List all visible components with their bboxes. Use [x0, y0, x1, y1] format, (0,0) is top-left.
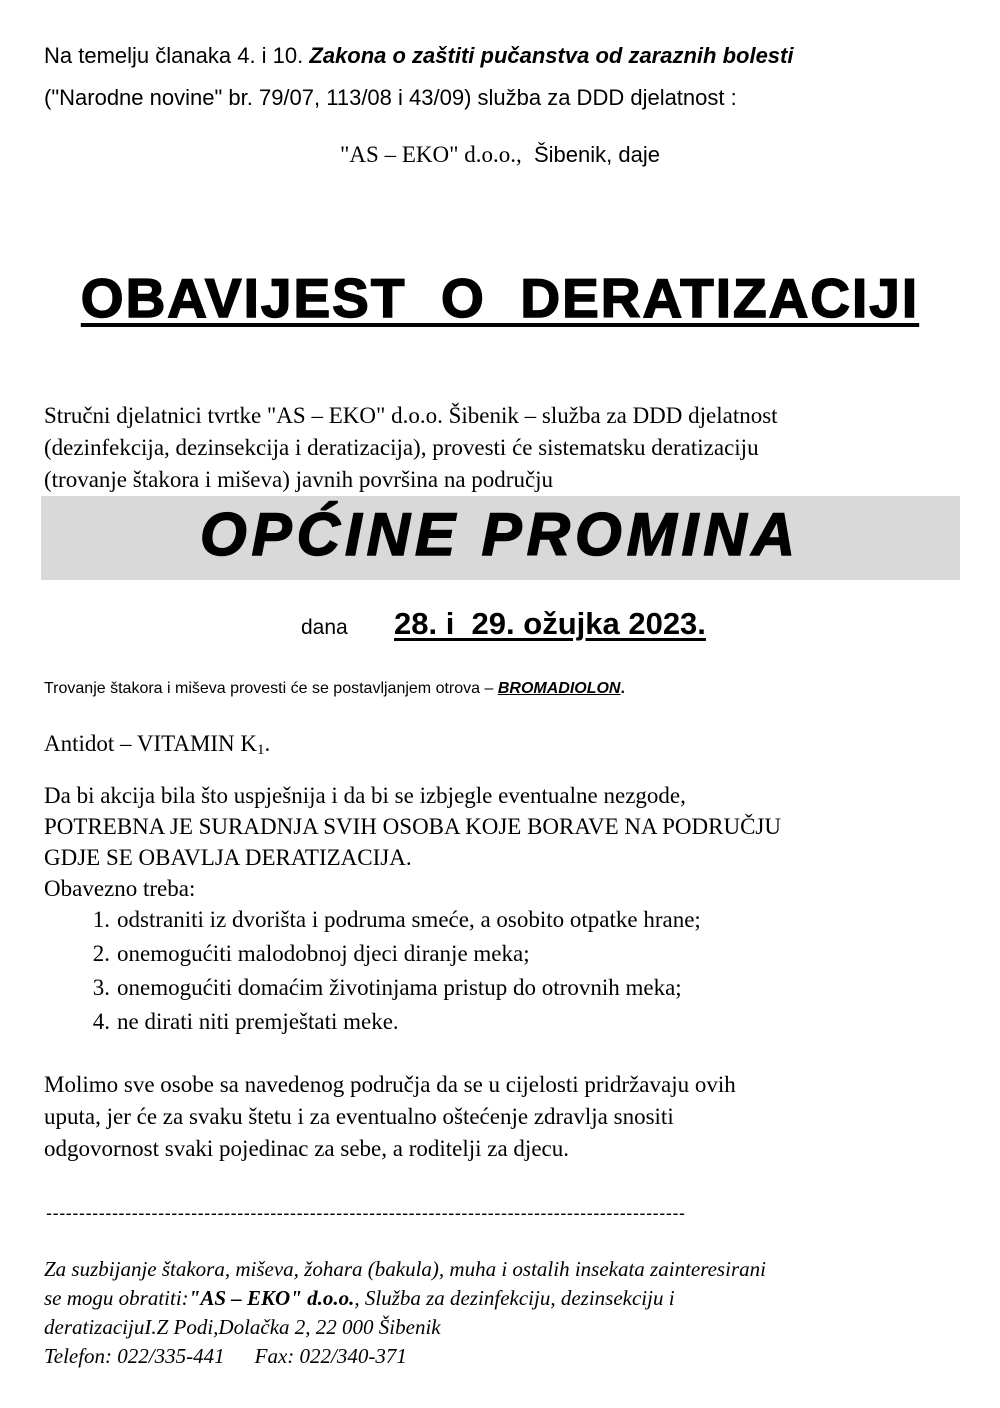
footer-line: [44, 1284, 766, 1313]
responsibility-line: Molimo sve osobe sa navedenog područja da se u cijelosti pridržavaju ovih: [44, 1072, 736, 1097]
footer-phone: Telefon: 022/335-441: [44, 1344, 225, 1368]
list-item-number: 1.: [92, 907, 110, 932]
contact-footer: [44, 1255, 766, 1371]
intro-prefix: Na temelju članaka 4. i 10.: [44, 43, 310, 68]
law-name: Zakona o zaštiti pučanstva od zaraznih bolesti: [309, 43, 794, 68]
list-item-number: 3.: [92, 975, 110, 1000]
antidote-subscript: 1: [257, 742, 265, 758]
responsibility-line: uputa, jer će za svaku štetu i za eventualno oštećenje zdravlja snositi: [44, 1104, 674, 1129]
intro-line-1: [44, 42, 793, 70]
issuer-line: [0, 142, 1000, 168]
footer-address: deratizacijuI.Z Podi,Dolačka 2, 22 000 Šibenik: [44, 1315, 441, 1339]
dashed-divider: -------------------------------------------------------------------------------------------------: [46, 1203, 686, 1223]
responsibility-line: odgovornost svaki pojedinac za sebe, a roditelji za djecu.: [44, 1136, 569, 1161]
antidote-text: Antidot – VITAMIN K: [44, 731, 258, 756]
list-item-text: onemogućiti domaćim životinjama pristup do otrovnih meka;: [117, 975, 682, 1000]
footer-phones: [44, 1342, 766, 1371]
antidote-suffix: .: [264, 731, 271, 756]
antidote-line: [44, 731, 270, 759]
poison-suffix: .: [620, 680, 625, 697]
footer-contact-prefix: se mogu obratiti:: [44, 1286, 189, 1310]
notice-title: OBAVIJEST O DERATIZACIJI: [80, 267, 920, 329]
list-item-number: 4.: [92, 1009, 110, 1034]
poison-prefix: Trovanje štakora i miševa provesti će se postavljanjem otrova –: [44, 680, 498, 697]
cooperation-line: POTREBNA JE SURADNJA SVIH OSOBA KOJE BORAVE NA PODRUČJU: [44, 814, 781, 839]
announcement-paragraph: [44, 400, 964, 496]
cooperation-line: Obavezno treba:: [44, 876, 196, 901]
cooperation-paragraph: [44, 780, 781, 904]
announcement-line: (trovanje štakora i miševa) javnih površina na području: [44, 467, 554, 492]
list-item-text: ne dirati niti premještati meke.: [117, 1009, 399, 1034]
announcement-line: Stručni djelatnici tvrtke "AS – EKO" d.o.o. Šibenik – služba za DDD djelatnost: [44, 403, 778, 428]
poison-name: BROMADIOLON: [497, 680, 621, 697]
date-label: dana: [301, 616, 348, 639]
footer-brand: "AS – EKO" d.o.o.: [188, 1286, 355, 1310]
date-value: 28. i 29. ožujka 2023.: [394, 606, 706, 641]
footer-fax: Fax: 022/340-371: [254, 1344, 407, 1368]
poison-line: [44, 680, 625, 698]
footer-service: , Služba za dezinfekciju, dezinsekciju i: [354, 1286, 675, 1310]
list-item-number: 2.: [92, 941, 110, 966]
list-item-text: odstraniti iz dvorišta i podruma smeće, a osobito otpatke hrane;: [117, 907, 701, 932]
issuer-company: "AS – EKO" d.o.o.,: [340, 142, 522, 167]
municipality-name: OPĆINE PROMINA: [199, 501, 801, 568]
list-item-text: onemogućiti malodobnoj djeci diranje meka;: [117, 941, 530, 966]
responsibility-paragraph: [44, 1069, 736, 1165]
footer-line: Za suzbijanje štakora, miševa, žohara (bakula), muha i ostalih insekata zainteresirani: [44, 1257, 766, 1281]
announcement-line: (dezinfekcija, dezinsekcija i deratizacija), provesti će sistematsku deratizaciju: [44, 435, 759, 460]
cooperation-line: GDJE SE OBAVLJA DERATIZACIJA.: [44, 845, 412, 870]
cooperation-line: Da bi akcija bila što uspješnija i da bi se izbjegle eventualne nezgode,: [44, 783, 686, 808]
issuer-suffix: Šibenik, daje: [521, 142, 660, 167]
intro-line-2: ("Narodne novine" br. 79/07, 113/08 i 43/09) služba za DDD djelatnost :: [44, 85, 737, 110]
